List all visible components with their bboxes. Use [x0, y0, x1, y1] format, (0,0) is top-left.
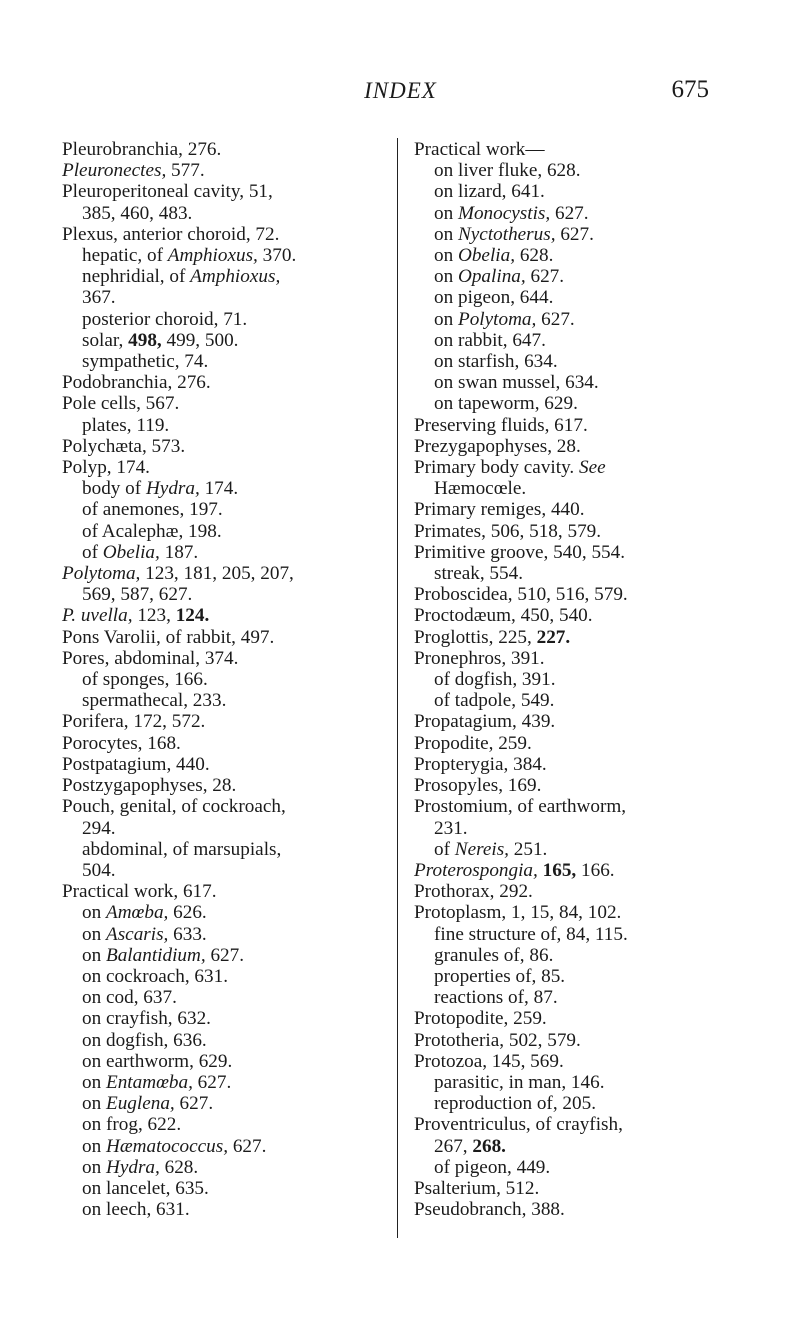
index-subentry	[414, 266, 742, 287]
entry-text: Protozoa, 145, 569.	[414, 1050, 564, 1072]
index-subentry	[414, 945, 742, 966]
index-entry	[62, 605, 387, 626]
index-entry	[62, 372, 387, 393]
index-entry	[62, 754, 387, 775]
entry-text: Pseudobranch, 388.	[414, 1199, 565, 1221]
entry-text: Plexus, anterior choroid, 72.	[62, 223, 280, 245]
index-subentry	[62, 966, 387, 987]
entry-text: solar,	[82, 329, 129, 351]
entry-text: posterior choroid, 71.	[82, 308, 248, 330]
entry-text: Propodite, 259.	[414, 732, 532, 754]
entry-text: Pleuronectes,	[62, 160, 167, 182]
index-subentry	[414, 690, 742, 711]
index-entry	[414, 457, 742, 478]
index-entry	[62, 733, 387, 754]
entry-text: Hæmocœle.	[434, 478, 527, 500]
entry-text: Pons Varolii, of rabbit, 497.	[62, 626, 275, 648]
entry-text: 627.	[174, 1093, 214, 1115]
entry-text: Ascaris,	[105, 923, 169, 945]
index-subentry	[62, 1072, 387, 1093]
entry-text: Opalina,	[457, 266, 526, 288]
entry-text: Polytoma,	[62, 563, 141, 585]
entry-text: Prosopyles, 169.	[414, 775, 542, 797]
index-entry	[414, 436, 742, 457]
entry-text: body of	[82, 478, 146, 500]
entry-text: 294.	[82, 817, 116, 839]
entry-text: Primary body cavity.	[414, 457, 580, 479]
entry-text: Psalterium, 512.	[414, 1177, 540, 1199]
entry-text: granules of, 86.	[434, 944, 554, 966]
entry-text: Pouch, genital, of cockroach,	[62, 796, 286, 818]
index-subentry	[62, 351, 387, 372]
entry-text: on rabbit, 647.	[434, 329, 546, 351]
index-subentry	[414, 1093, 742, 1114]
index-entry	[414, 711, 742, 732]
entry-text: on earthworm, 629.	[82, 1050, 233, 1072]
entry-text: parasitic, in man, 146.	[434, 1071, 605, 1093]
entry-text: Preserving fluids, 617.	[414, 414, 588, 436]
index-subentry	[414, 966, 742, 987]
index-subentry	[414, 203, 742, 224]
entry-text: 174.	[199, 478, 239, 500]
index-subentry	[62, 542, 387, 563]
index-subentry	[62, 945, 387, 966]
entry-text: of sponges, 166.	[82, 669, 208, 691]
entry-text: 268.	[472, 1135, 506, 1157]
entry-text: Primitive groove, 540, 554.	[414, 541, 626, 563]
entry-text: Pleurobranchia, 276.	[62, 139, 222, 160]
column-divider	[397, 138, 398, 1238]
entry-text: 627.	[192, 1071, 232, 1093]
entry-text: on dogfish, 636.	[82, 1029, 207, 1051]
index-entry	[62, 648, 387, 669]
entry-text: 627.	[525, 266, 565, 288]
entry-text: sympathetic, 74.	[82, 351, 209, 373]
index-entry	[414, 1114, 742, 1135]
index-subentry	[414, 1072, 742, 1093]
entry-text: on	[82, 944, 106, 966]
index-subentry	[62, 902, 387, 923]
index-entry	[414, 1030, 742, 1051]
entry-text: Euglena,	[105, 1093, 175, 1115]
entry-text: on starfish, 634.	[434, 351, 558, 373]
index-subentry	[62, 309, 387, 330]
index-entry	[414, 415, 742, 436]
entry-text: Propatagium, 439.	[414, 711, 556, 733]
entry-text: of	[434, 838, 455, 860]
index-entry	[62, 796, 387, 817]
index-subentry	[62, 1199, 387, 1220]
index-entry	[414, 796, 742, 817]
index-entry	[62, 160, 387, 181]
entry-text: on	[82, 1093, 106, 1115]
entry-text: Postpatagium, 440.	[62, 753, 210, 775]
page-number: 675	[671, 76, 709, 103]
entry-text: 628.	[159, 1156, 199, 1178]
entry-text: See	[579, 457, 606, 479]
entry-text: Proterospongia,	[414, 859, 538, 881]
entry-text: Porifera, 172, 572.	[62, 711, 206, 733]
entry-text: 626.	[168, 902, 207, 924]
entry-text: on	[82, 1156, 106, 1178]
entry-text: Protopodite, 259.	[414, 1008, 547, 1030]
entry-text: Podobranchia, 276.	[62, 372, 211, 394]
index-entry	[62, 457, 387, 478]
index-column-right	[414, 139, 742, 1220]
entry-text: on	[82, 902, 106, 924]
entry-text: on	[434, 223, 458, 245]
entry-text: on	[82, 923, 106, 945]
entry-text: Proboscidea, 510, 516, 579.	[414, 584, 628, 606]
entry-text: Proglottis, 225,	[414, 626, 537, 648]
index-subentry	[62, 987, 387, 1008]
index-subentry	[414, 987, 742, 1008]
index-subentry	[62, 839, 387, 860]
index-entry	[62, 139, 387, 160]
index-subentry	[414, 330, 742, 351]
entry-text: on frog, 622.	[82, 1114, 182, 1136]
entry-text: 227.	[536, 626, 571, 648]
entry-text: Propterygia, 384.	[414, 753, 547, 775]
entry-text: on	[82, 1071, 106, 1093]
entry-text: Pleuroperitoneal cavity, 51,	[62, 181, 273, 203]
index-subentry	[62, 1136, 387, 1157]
entry-text: of anemones, 197.	[82, 499, 223, 521]
entry-text: on pigeon, 644.	[434, 287, 554, 309]
entry-text: on cockroach, 631.	[82, 965, 228, 987]
index-entry	[414, 775, 742, 796]
entry-text: of Acalephæ, 198.	[82, 520, 222, 542]
entry-text: Proctodæum, 450, 540.	[414, 605, 593, 627]
index-subentry	[62, 266, 387, 287]
entry-text: on	[82, 1135, 106, 1157]
index-subentry	[414, 669, 742, 690]
entry-text: 569, 587, 627.	[82, 584, 193, 606]
entry-text: P. uvella,	[62, 605, 133, 627]
entry-text: on swan mussel, 634.	[434, 372, 599, 394]
index-subentry	[414, 224, 742, 245]
entry-text: 267,	[434, 1135, 473, 1157]
index-continuation	[414, 1136, 742, 1157]
entry-text: 627.	[555, 223, 594, 245]
index-subentry	[414, 372, 742, 393]
entry-text: Nereis,	[454, 838, 509, 860]
index-entry	[414, 902, 742, 923]
entry-text: Primates, 506, 518, 579.	[414, 520, 602, 542]
index-entry	[62, 775, 387, 796]
entry-text: on lancelet, 635.	[82, 1177, 209, 1199]
index-subentry	[62, 330, 387, 351]
index-subentry	[414, 160, 742, 181]
index-subentry	[62, 499, 387, 520]
index-subentry	[62, 1114, 387, 1135]
entry-text: 633.	[168, 923, 207, 945]
index-subentry	[414, 181, 742, 202]
index-subentry	[62, 1157, 387, 1178]
entry-text: 251.	[508, 838, 548, 860]
entry-text: reproduction of, 205.	[434, 1093, 596, 1115]
index-subentry	[62, 1093, 387, 1114]
index-entry	[62, 436, 387, 457]
index-entry	[62, 563, 387, 584]
entry-text: Pores, abdominal, 374.	[62, 647, 239, 669]
index-entry	[414, 860, 742, 881]
entry-text: Hydra,	[105, 1156, 160, 1178]
index-subentry	[62, 690, 387, 711]
index-continuation	[414, 478, 742, 499]
entry-text: Amœba,	[105, 902, 169, 924]
index-continuation	[62, 818, 387, 839]
entry-text: on	[434, 266, 458, 288]
index-entry	[62, 181, 387, 202]
entry-text: Prothorax, 292.	[414, 881, 533, 903]
entry-text: 231.	[434, 817, 468, 839]
index-entry	[414, 648, 742, 669]
entry-text: 367.	[82, 287, 116, 309]
entry-text: fine structure of, 84, 115.	[434, 923, 628, 945]
index-entry	[414, 881, 742, 902]
entry-text: of tadpole, 549.	[434, 690, 555, 712]
entry-text: Porocytes, 168.	[62, 732, 181, 754]
index-subentry	[414, 393, 742, 414]
index-subentry	[62, 415, 387, 436]
entry-text: reactions of, 87.	[434, 987, 558, 1009]
entry-text: Prostomium, of earthworm,	[414, 796, 627, 818]
entry-text: streak, 554.	[434, 563, 523, 585]
index-entry	[414, 733, 742, 754]
entry-text: 123, 181, 205, 207,	[140, 563, 294, 585]
entry-text: Prezygapophyses, 28.	[414, 435, 581, 457]
index-subentry	[62, 245, 387, 266]
index-subentry	[414, 839, 742, 860]
entry-text: 577.	[166, 160, 205, 182]
entry-text: abdominal, of marsupials,	[82, 838, 282, 860]
index-subentry	[62, 669, 387, 690]
entry-text: on liver fluke, 628.	[434, 160, 581, 182]
index-entry	[62, 881, 387, 902]
entry-text: on leech, 631.	[82, 1199, 190, 1221]
entry-text: nephridial, of	[82, 266, 191, 288]
index-continuation	[62, 584, 387, 605]
index-entry	[414, 139, 742, 160]
entry-text: Proventriculus, of crayfish,	[414, 1114, 623, 1136]
index-subentry	[62, 1030, 387, 1051]
entry-text: spermathecal, 233.	[82, 690, 227, 712]
entry-text: Practical work—	[414, 139, 545, 160]
index-continuation	[62, 203, 387, 224]
entry-text: on crayfish, 632.	[82, 1008, 211, 1030]
index-subentry	[414, 563, 742, 584]
entry-text: 166.	[576, 859, 615, 881]
entry-text: 628.	[515, 245, 554, 267]
index-entry	[62, 711, 387, 732]
entry-text: 187.	[159, 541, 199, 563]
index-subentry	[62, 1008, 387, 1029]
index-entry	[414, 499, 742, 520]
entry-text: 499, 500.	[161, 329, 239, 351]
index-entry	[414, 1178, 742, 1199]
index-subentry	[414, 924, 742, 945]
entry-text: on	[434, 308, 458, 330]
entry-text: of pigeon, 449.	[434, 1156, 551, 1178]
entry-text: 627.	[550, 202, 589, 224]
entry-text: 123,	[132, 605, 176, 627]
entry-text: 165,	[542, 859, 577, 881]
entry-text: Hydra,	[145, 478, 200, 500]
index-entry	[414, 627, 742, 648]
entry-text: Pronephros, 391.	[414, 647, 545, 669]
index-entry	[62, 224, 387, 245]
index-entry	[414, 605, 742, 626]
entry-text: on cod, 637.	[82, 987, 177, 1009]
entry-text: 498,	[128, 329, 162, 351]
entry-text: Practical work, 617.	[62, 881, 217, 903]
entry-text: Protoplasm, 1, 15, 84, 102.	[414, 902, 622, 924]
entry-text: Amphioxus,	[167, 245, 258, 267]
entry-text: Prototheria, 502, 579.	[414, 1029, 581, 1051]
index-subentry	[414, 1157, 742, 1178]
index-subentry	[62, 1051, 387, 1072]
entry-text: Polyp, 174.	[62, 457, 150, 479]
index-subentry	[414, 309, 742, 330]
entry-text: 370.	[257, 245, 297, 267]
page-header	[0, 72, 801, 112]
entry-text: 627.	[228, 1135, 267, 1157]
entry-text: on lizard, 641.	[434, 181, 545, 203]
entry-text: 124.	[175, 605, 210, 627]
entry-text: Amphioxus,	[190, 266, 281, 288]
index-entry	[414, 1051, 742, 1072]
index-column-left	[62, 139, 387, 1220]
index-entry	[62, 627, 387, 648]
index-entry	[62, 393, 387, 414]
entry-text: hepatic, of	[82, 245, 168, 267]
entry-text: on	[434, 202, 458, 224]
entry-text: Obelia,	[457, 245, 516, 267]
entry-text: 627.	[205, 944, 245, 966]
index-subentry	[414, 351, 742, 372]
entry-text: 504.	[82, 859, 116, 881]
index-entry	[414, 754, 742, 775]
entry-text: Polytoma,	[457, 308, 537, 330]
index-entry	[414, 584, 742, 605]
entry-text: of	[82, 541, 103, 563]
index-subentry	[62, 521, 387, 542]
index-continuation	[62, 860, 387, 881]
running-head: INDEX	[364, 78, 437, 103]
entry-text: Monocystis,	[457, 202, 551, 224]
index-subentry	[414, 245, 742, 266]
entry-text: Hæmatococcus,	[105, 1135, 229, 1157]
index-entry	[414, 1008, 742, 1029]
index-subentry	[62, 1178, 387, 1199]
index-entry	[414, 1199, 742, 1220]
entry-text: Obelia,	[102, 541, 160, 563]
entry-text: plates, 119.	[82, 414, 170, 436]
entry-text: properties of, 85.	[434, 965, 566, 987]
entry-text: Primary remiges, 440.	[414, 499, 585, 521]
entry-text: Postzygapophyses, 28.	[62, 775, 237, 797]
index-entry	[414, 542, 742, 563]
index-continuation	[414, 818, 742, 839]
entry-text: Entamœba,	[105, 1071, 193, 1093]
entry-text: 385, 460, 483.	[82, 202, 193, 224]
index-entry	[414, 521, 742, 542]
entry-text: Balantidium,	[105, 944, 206, 966]
entry-text: Polychæta, 573.	[62, 435, 186, 457]
index-subentry	[62, 924, 387, 945]
entry-text: of dogfish, 391.	[434, 669, 556, 691]
entry-text: on	[434, 245, 458, 267]
entry-text: Nyctotherus,	[457, 223, 556, 245]
index-subentry	[62, 478, 387, 499]
entry-text: Pole cells, 567.	[62, 393, 180, 415]
entry-text: 627.	[536, 308, 575, 330]
entry-text: on tapeworm, 629.	[434, 393, 578, 415]
index-continuation	[62, 287, 387, 308]
index-subentry	[414, 287, 742, 308]
